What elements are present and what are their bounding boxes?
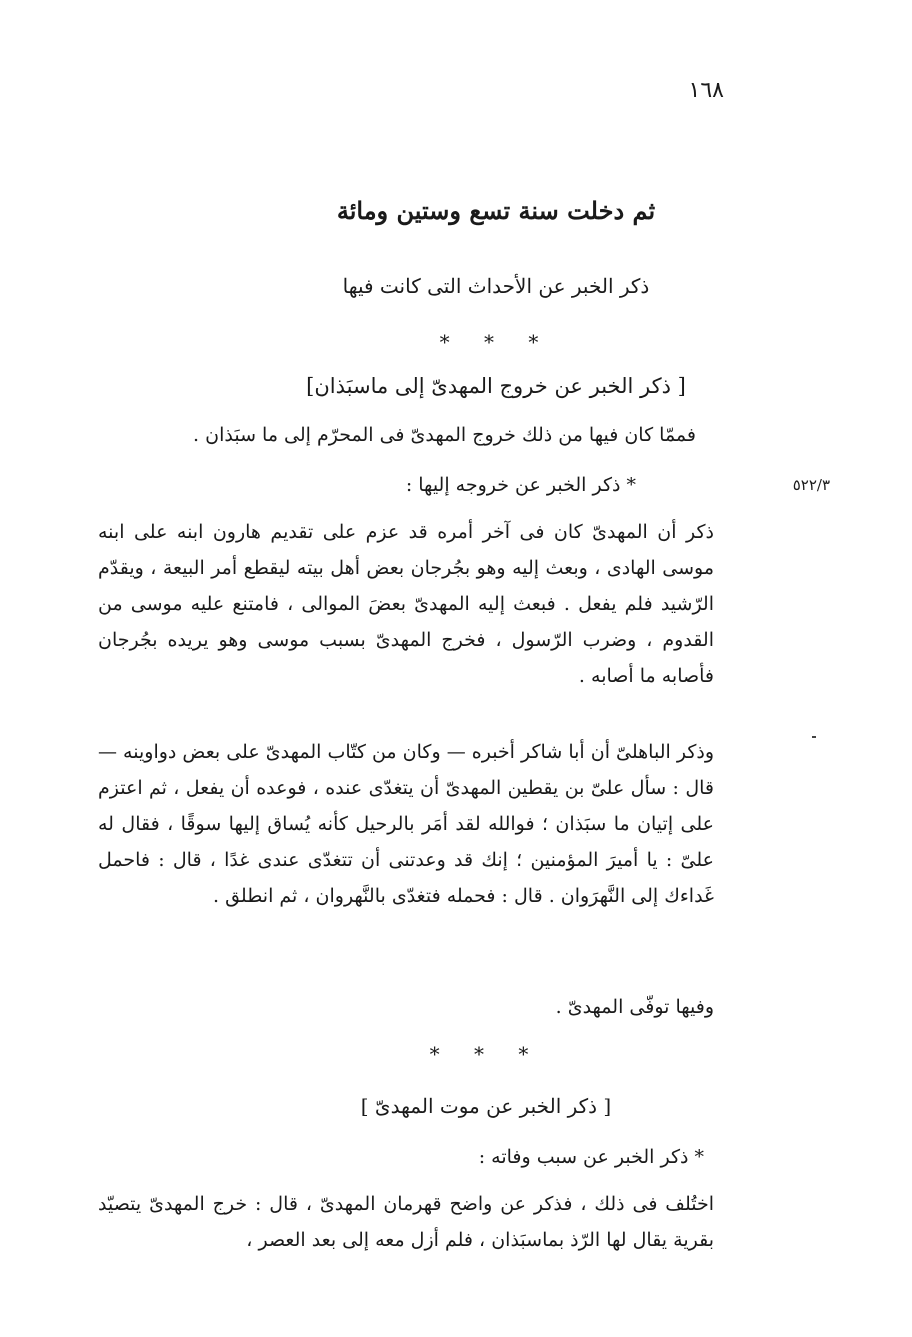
section-title: [ ذكر الخبر عن موت المهدىّ ] xyxy=(360,1094,612,1118)
ink-mark xyxy=(812,736,816,738)
paragraph: وذكر الباهلىّ أن أبا شاكر أخبره — وكان من كتّاب المهدىّ على بعض دواوينه — قال : سأل علىّ بن يقطين المهدىّ أن يتغدّى عنده ، فوعده أن يفعل ، ثم اعتزم على إتيان ما سبَذان ؛ فوالله لقد أمَر بالرحيل كأنه يُساق إليها سوقًا ، فقال له علىّ : يا أميرَ المؤمنين ؛ إنك قد وعدتنى أن تتغدّى عندى غدًا ، قال : فاحمل غَداءك إلى النَّهرَوان . قال : فحمله فتغدّى بالنَّهروان ، ثم انطلق . xyxy=(98,741,714,907)
section-subheading: * ذكر الخبر عن خروجه إليها : xyxy=(405,474,636,496)
paragraph: ذكر أن المهدىّ كان فى آخر أمره قد عزم على تقديم هارون ابنه على ابنه موسى الهادى ، وبعث إليه وهو بجُرجان بعض أهل بيته ليقطع أمر البيعة ، ويقدّم الرّشيد فلم يفعل . فبعث إليه المهدىّ بعضَ الموالى ، فامتنع عليه موسى من القدوم ، وضرب الرّسول ، فخرج المهدىّ بسبب موسى وهو يريده بجُرجان فأصابه ما أصابه . xyxy=(98,521,714,687)
section-subheading: * ذكر الخبر عن سبب وفاته : xyxy=(478,1146,704,1168)
section-title: [ ذكر الخبر عن خروج المهدىّ إلى ماسبَذان] xyxy=(306,374,686,398)
year-heading: ثم دخلت سنة تسع وستين ومائة xyxy=(336,196,656,225)
closing-line: وفيها توفّى المهدىّ . xyxy=(555,996,714,1018)
page-number: ١٦٨ xyxy=(688,78,724,103)
separator-stars: * * * xyxy=(429,1042,543,1066)
events-heading: ذكر الخبر عن الأحداث التى كانت فيها xyxy=(342,274,650,298)
separator-stars: * * * xyxy=(439,330,553,354)
section-intro: فممّا كان فيها من ذلك خروج المهدىّ فى المحرّم إلى ما سبَذان . xyxy=(193,424,696,446)
paragraph: اختُلف فى ذلك ، فذكر عن واضح قهرمان المهدىّ ، قال : خرج المهدىّ يتصيّد بقرية يقال لها الرّذ بماسبَذان ، فلم أزل معه إلى بعد العصر ، xyxy=(98,1193,714,1251)
margin-reference: ٥٢٢/٣ xyxy=(792,476,830,494)
